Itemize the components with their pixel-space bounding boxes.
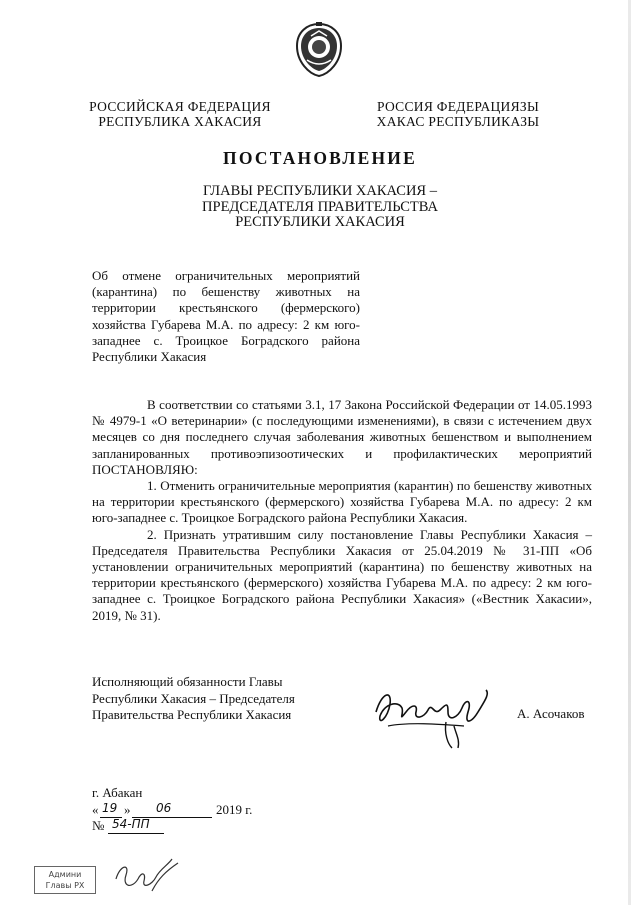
number-prefix: № <box>92 818 105 833</box>
scan-edge-shadow <box>628 0 631 905</box>
signatory-line2: Республики Хакасия – Председателя <box>92 690 295 706</box>
header-right-line1: РОССИЯ ФЕДЕРАЦИЯЗЫ <box>376 99 540 114</box>
date-quote-close: » <box>124 802 131 817</box>
document-number <box>92 818 182 836</box>
header-left-line2: РЕСПУБЛИКА ХАКАСИЯ <box>98 114 262 129</box>
subtitle-line2: ПРЕДСЕДАТЕЛЯ ПРАВИТЕЛЬСТВА <box>202 198 438 215</box>
stamp-line2: Главы РХ <box>45 881 85 890</box>
number-value: 54-ПП <box>112 817 150 831</box>
subtitle-line1: ГЛАВЫ РЕСПУБЛИКИ ХАКАСИЯ – <box>203 183 437 199</box>
date-year: 2019 г. <box>216 802 253 817</box>
coat-of-arms-emblem <box>293 22 345 78</box>
document-title: ПОСТАНОВЛЕНИЕ <box>223 148 417 168</box>
header-right <box>372 99 544 129</box>
registration-stamp <box>34 866 96 894</box>
body-paragraph-item2: 2. Признать утратившим силу постановление Главы Республики Хакасия – Председателя Правительства Республики Хакасия от 25.04.2019 № 31-ПП «Об установлении ограничительных мероприятий (карантина) по бешенству животных на территории крестьянского (фермерского) хозяйства Губарева М.А. по адресу: 2 км юго-западнее с. Троицкое Боградского района Республики Хакасия» («Вестник Хакасии», 2019, № 31). <box>92 526 592 623</box>
document-subject: Об отмене ограничительных мероприятий (карантина) по бешенству животных на территории крестьянского (фермерского) хозяйства Губарева М.А. по адресу: 2 км юго-западнее с. Троицкое Боградского района Республики Хакасия <box>92 268 360 365</box>
date-month-underline <box>132 803 212 818</box>
issue-city: г. Абакан <box>92 785 143 800</box>
document-subtitle <box>170 184 470 231</box>
signatory-line1: Исполняющий обязанности Главы <box>92 674 283 689</box>
body-paragraph-preamble: В соответствии со статьями 3.1, 17 Закона Российской Федерации от 14.05.1993 № 4979-1 «О ветеринарии» (с последующими изменениями), в связи с истечением двух месяцев со дня последнего случая заболевания животных бешенством и выполнением запланированных противоэпизоотических и профилактических мероприятий ПОСТАНОВЛЯЮ: <box>92 397 592 477</box>
date-quote-open: « <box>92 802 99 817</box>
header-right-line2: ХАКАС РЕСПУБЛИКАЗЫ <box>376 114 540 129</box>
signatory-position <box>92 674 352 724</box>
signatory-name: А. Асочаков <box>517 706 585 721</box>
stamp-line1: Админи <box>48 870 82 879</box>
body-paragraph-item1: 1. Отменить ограничительные мероприятия (карантин) по бешенству животных на территории крестьянского (фермерского) хозяйства Губарева М.А. по адресу: 2 км юго-западнее с. Троицкое Боградского района Республики Хакасия. <box>92 478 592 526</box>
date-day: 19 <box>102 801 118 815</box>
document-body <box>92 397 592 624</box>
date-month: 06 <box>156 801 172 815</box>
stamp-signature <box>112 855 184 895</box>
header-left-line1: РОССИЙСКАЯ ФЕДЕРАЦИЯ <box>89 99 271 114</box>
signatory-line3: Правительства Республики Хакасия <box>92 707 292 722</box>
subtitle-line3: РЕСПУБЛИКИ ХАКАСИЯ <box>235 214 405 230</box>
handwritten-signature <box>368 682 500 752</box>
header-left <box>80 99 280 129</box>
